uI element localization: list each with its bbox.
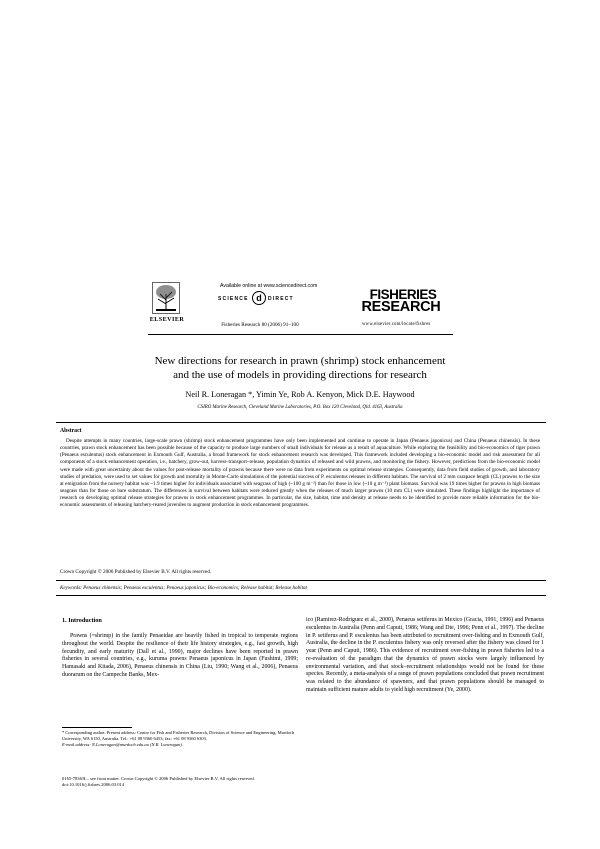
- abstract-top-divider: [56, 422, 546, 423]
- abstract-body: Despite attempts in many countries, large-scale prawn (shrimp) stock enhancement programmes have only been implemented and continue to operate in Japan (Penaeus japonicus) and China (Penaeus chinensis). In these countries, prawn stock enhancement has been possible because of the capacity to produce large numbers of small individuals for release as a result of aquaculture. While exploring the feasibility and bio-economics of tiger prawn (Penaeus esculentus) stock enhancement in Exmouth Gulf, Australia, a broad framework for stock enhancement research was developed. This framework included developing a bio-economic model and risk assessment for all components of a stock enhancement operation, i.e., hatchery, grow-out, harvest–transport–release, population dynamics of released and wild prawns, and monitoring the fishery. However, predictions from the bio-economic model were made with great uncertainty about the values for post-release mortality of prawns because there were no data from experiments on optimal release strategies. Consequently, data from field studies of growth, and laboratory studies of predation, were used to set values for growth and mortality in Monte-Carlo simulations of the potential success of P. esculentus releases in different habitats. The survival of 2 mm carapace length (CL) prawns to the size at emigration from the nursery habitat was ~1.9 times higher for individuals associated with seagrass of high (~100 g m⁻²) than for those in low (~10 g m⁻²) plant biomass. Survival was 19 times higher for prawns in high biomass seagrass than for those on bare substratum. The differences in survival between habitats were reduced greatly when the releases of much larger prawns (10 mm CL) were simulated. These findings highlight the importance of research on developing optimal release strategies for prawns in stock enhancement programmes. In particular, the size, habitat, time and density at release needs to be identified to provide more reliable information for the bio-economic assessments of releasing hatchery-reared juveniles to augment production in stock enhancement programmes.: [60, 438, 540, 509]
- title-line-2: and the use of models in providing directions for research: [173, 368, 427, 381]
- section-heading-introduction: 1. Introduction: [62, 617, 102, 624]
- abstract-heading: Abstract: [60, 428, 82, 434]
- journal-logo-line2: RESEARCH: [361, 299, 441, 315]
- publisher-wordmark: ELSEVIER: [149, 316, 185, 323]
- email-note[interactable]: E-mail address: N.Loneragan@murdoch.edu.au (N.R. Loneragan).: [62, 742, 184, 748]
- sciencedirect-right: DIRECT: [268, 296, 294, 302]
- doi-line[interactable]: doi:10.1016/j.fishres.2006.03.014: [62, 782, 125, 788]
- article-title: [130, 355, 470, 382]
- journal-url[interactable]: www.elsevier.com/locate/fishres: [362, 322, 431, 327]
- keywords-line: [60, 585, 540, 591]
- keywords-bottom-divider: [56, 595, 546, 596]
- corresponding-author-note: * Corresponding author. Present address: Centre for Fish and Fisheries Research, Division of Science and Engineering, Murdoch University, WA 6150, Australia. Tel.: +61 08 9360 6453; fax: +61 08 9360 6303.: [62, 730, 295, 742]
- keywords-top-divider: [56, 580, 546, 581]
- journal-logo-line1: FISHERIES: [369, 287, 437, 302]
- intro-paragraph-left: Prawns (=shrimp) in the family Penaeidae are heavily fished in tropical to temperate regions throughout the world. Despite the resilience of their life history strategies, e.g., fast growth, high fecundity, and early maturity (Dall et al., 1990), major declines have been reported in prawn fisheries in several countries, e.g., kuruma prawns Penaeus japonicus in Japan (Fushimi, 1999; Hamasaki and Kitada, 2006), Penaeus chinensis in China (Liu, 1990; Wang et al., 2006), Penaeus duorarum on the Campeche Banks, Mex-: [62, 633, 298, 678]
- issn-line: 0165-7836/$ – see front matter. Crown Copyright © 2006 Published by Elsevier B.V. All rights reserved.: [62, 776, 255, 781]
- front-matter: [62, 776, 542, 788]
- intro-left-column: [62, 633, 298, 680]
- intro-right-column: [306, 617, 544, 695]
- available-online-notice[interactable]: Available online at www.sciencedirect.com: [220, 283, 318, 289]
- elsevier-tree-logo: [152, 282, 180, 314]
- journal-citation: Fisheries Research 80 (2006) 91–100: [221, 322, 299, 328]
- sciencedirect-mark-icon: d: [252, 291, 266, 305]
- footnote-divider: [62, 727, 132, 728]
- author-affiliation: CSIRO Marine Research, Cleveland Marine Laboratories, P.O. Box 120 Cleveland, Qld. 4163, Australia: [197, 405, 403, 410]
- keywords-text: Penaeus chinensis; Penaeus esculentus; Penaeus japonicus; Bio-economics; Release habitat; Release habitat: [83, 585, 307, 591]
- abstract-copyright: Crown Copyright © 2006 Published by Elsevier B.V. All rights reserved.: [60, 569, 212, 575]
- footnote: [62, 730, 298, 749]
- sciencedirect-left: SCIENCE: [218, 296, 249, 302]
- author-list: Neil R. Loneragan *, Yimin Ye, Rob A. Kenyon, Mick D.E. Haywood: [185, 390, 415, 399]
- header-divider: [148, 334, 453, 335]
- title-line-1: New directions for research in prawn (shrimp) stock enhancement: [154, 355, 446, 367]
- keywords-label: Keywords:: [60, 585, 82, 591]
- intro-paragraph-right: ico (Ramirez-Rodriguez et al., 2000), Penaeus setiferus in Mexico (Gracia, 1991, 1996) and Penaeus esculentus in Australia (Penn and Caputi, 1986; Wang and Die, 1996; Penn et al., 1997). The decline in P. setiferus and P. esculentus has been attributed to recruitment over-fishing and in Exmouth Gulf, Australia, the decline in the P. esculentus fishery was only reversed after the fishery was closed for 1 year (Penn and Caputi, 1986). This evidence of recruitment over-fishing in prawn fisheries led to a re-evaluation of the paradigm that the dynamics of prawn stocks were largely influenced by environmental variation, and that stock–recruitment relationships would not be found for these species. Recently, a meta-analysis of a range of prawn populations concluded that prawn recruitment was related to the abundance of spawners, and that prawn populations should be managed to maintain sufficient mature adults to yield high recruitment (Ye, 2000).: [306, 617, 544, 693]
